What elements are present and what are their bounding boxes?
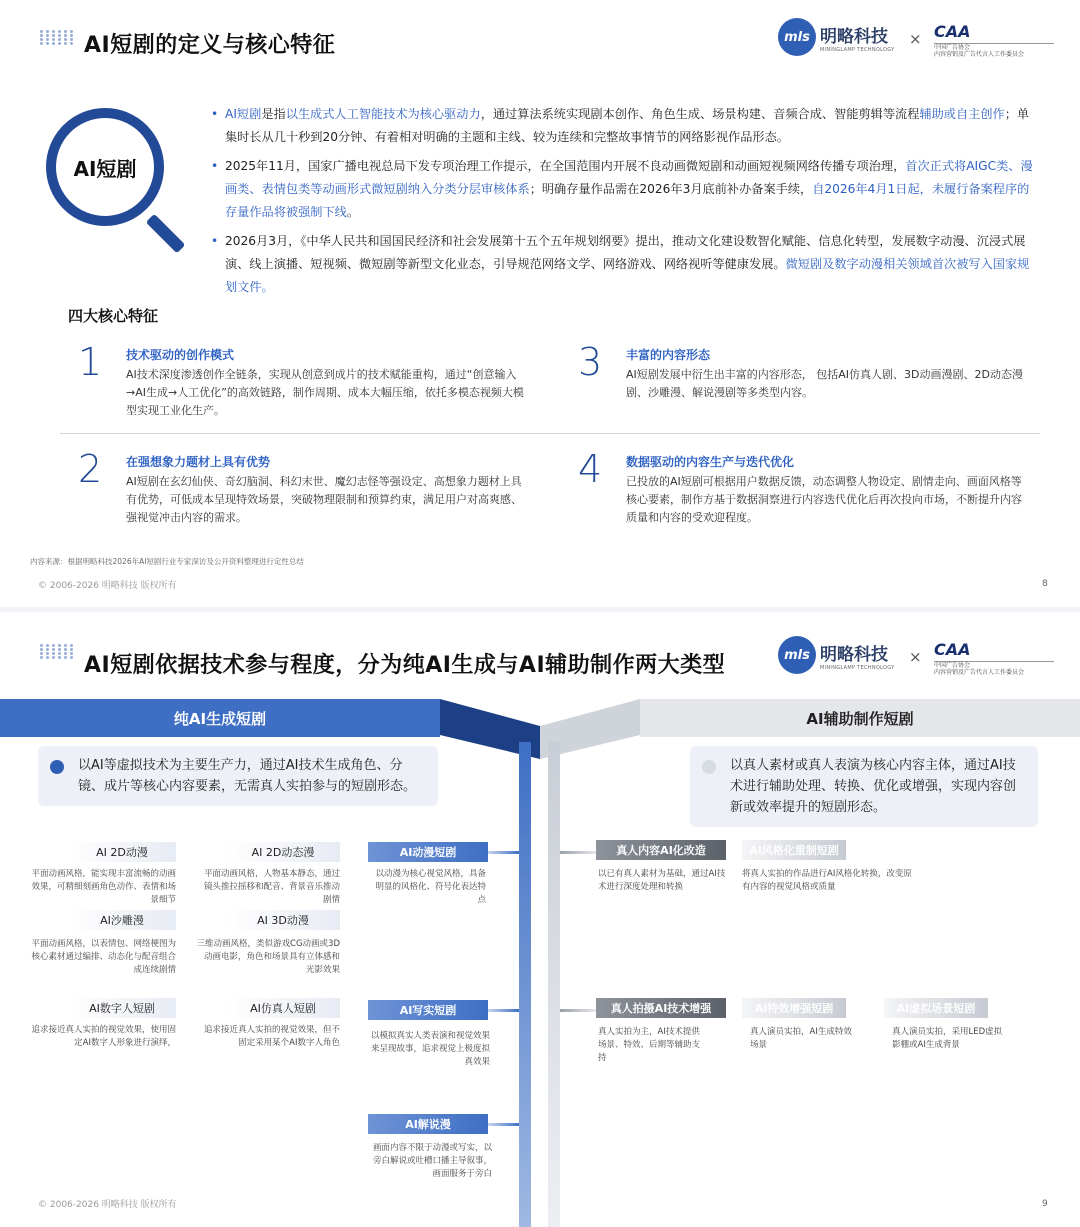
logo-en: MININGLAMP TECHNOLOGY xyxy=(820,664,895,671)
type-tag: AI风格化重制短剧 xyxy=(742,840,846,860)
mininglamp-logo-icon: mls xyxy=(778,636,816,674)
highlight-text: 首次正式将AIGC类、漫画类、表情包类等动画形式微短剧纳入分类分层审核体系 xyxy=(225,159,1033,196)
type-tag-highlight: AI写实短剧 xyxy=(368,1000,488,1020)
mininglamp-logo-icon: mls xyxy=(778,18,816,56)
type-tag-highlight: AI解说漫 xyxy=(368,1114,488,1134)
right-intro-box xyxy=(690,746,1038,827)
type-desc: 将真人实拍的作品进行AI风格化转换，改变原有内容的视觉风格或质量 xyxy=(742,869,912,892)
type-desc: 追求接近真人实拍的视觉效果，使用固定AI数字人形象进行演绎， xyxy=(31,1025,176,1048)
body-text: ；明确存量作品需在2026年3月底前补办备案手续， xyxy=(529,182,813,196)
copyright: © 2006-2026 明略科技 版权所有 xyxy=(38,581,177,591)
type-desc: 以模拟真实人类表演和视觉效果来呈现故事，追求视觉上极度拟真效果 xyxy=(370,1031,490,1067)
type-desc: 画面内容不限于动漫或写实，以旁白解说或吐槽口播主导叙事，画面服务于旁白 xyxy=(372,1143,492,1179)
type-tag-highlight: AI动漫短剧 xyxy=(368,842,488,862)
mininglamp-logo xyxy=(778,18,895,56)
caa-logo-icon: CAA xyxy=(934,22,971,41)
feature-body: AI短剧发展中衍生出丰富的内容形态， 包括AI仿真人剧、3D动画漫剧、2D动态漫剧、沙雕漫、解说漫剧等多类型内容。 xyxy=(626,368,1023,399)
connector-line xyxy=(560,851,596,854)
subcategory-tag: 真人内容AI化改造 xyxy=(596,840,726,860)
dots-decoration-icon xyxy=(40,30,75,45)
caa-logo-icon: CAA xyxy=(934,640,971,659)
feature-body: AI短剧在玄幻仙侠、奇幻脑洞、科幻末世、魔幻志怪等强设定、高想象力题材上具有优势，可低成本呈现特效场景，突破物理限制和预算约束，满足用户对高爽感、强视觉冲击内容的需求。 xyxy=(126,475,522,524)
page-title: AI短剧依据技术参与程度，分为纯AI生成与AI辅助制作两大类型 xyxy=(84,653,726,678)
left-category-band: 纯AI生成短剧 xyxy=(0,699,440,737)
type-desc: 平面动画风格，能实现丰富流畅的动画效果，可精细刻画角色动作、表情和场景细节 xyxy=(31,869,176,905)
type-tag: AI数字人短剧 xyxy=(68,998,176,1018)
divider xyxy=(60,433,1040,434)
caa-line2: 内容营销及广告代言人工作委员会 xyxy=(934,51,1025,58)
type-tag: AI 2D动漫 xyxy=(68,842,176,862)
type-tag: AI 3D动漫 xyxy=(226,910,340,930)
highlight-text: 微短剧及数字动漫相关领域首次被写入国家规划文件。 xyxy=(225,257,1030,294)
type-desc: 真人演员实拍，AI生成特效场景 xyxy=(750,1027,852,1050)
feature-body: AI技术深度渗透创作全链条，实现从创意到成片的技术赋能重构，通过“创意输入→AI生成→人工优化”的高效链路，制作周期、成本大幅压缩，依托多模态视频大模型实现工业化生产。 xyxy=(126,368,524,417)
feature-title: 数据驱动的内容生产与迭代优化 xyxy=(626,455,795,469)
feature-card-2 xyxy=(78,447,522,527)
type-desc: 以动漫为核心视觉风格，具备明显的风格化、符号化表达特点 xyxy=(375,869,486,905)
left-intro-text: 以AI等虚拟技术为主要生产力，通过AI技术生成角色、分镜、成片等核心内容要素，无需真人实拍参与的短剧形态。 xyxy=(78,758,417,794)
page-number: 8 xyxy=(1042,579,1048,589)
body-text: 是指 xyxy=(261,107,286,121)
type-desc: 真人演员实拍，采用LED虚拟影棚或AI生成背景 xyxy=(892,1027,1003,1050)
definition-bullet xyxy=(208,103,1038,149)
caa-line1: 中国广告协会 xyxy=(934,44,971,51)
caa-line1: 中国广告协会 xyxy=(934,662,971,669)
body-text: ，通过算法系统实现剧本创作、角色生成、场景构建、音频合成、智能剪辑等流程 xyxy=(480,107,920,121)
caa-line2: 内容营销及广告代言人工作委员会 xyxy=(934,669,1025,676)
bullet-dot-icon xyxy=(702,760,716,774)
highlight-text: 辅助或自主创作 xyxy=(919,107,1005,121)
section-title: 四大核心特征 xyxy=(68,307,159,325)
connector-line xyxy=(488,851,519,854)
feature-number: 2 xyxy=(78,447,103,491)
type-desc: 追求接近真人实拍的视觉效果，但不固定采用某个AI数字人角色 xyxy=(203,1025,340,1048)
feature-card-4 xyxy=(578,447,1022,527)
bullet-dot-icon xyxy=(50,760,64,774)
type-tag: AI沙雕漫 xyxy=(68,910,176,930)
feature-number: 3 xyxy=(578,340,603,384)
feature-card-3 xyxy=(578,340,1023,420)
left-intro-box xyxy=(38,746,438,806)
definition-bullets xyxy=(208,103,1038,305)
highlight-text: 以生成式人工智能技术为核心驱动力 xyxy=(285,107,481,121)
times-sign: × xyxy=(909,648,922,666)
type-desc: 平面动画风格，以表情包、网络梗图为核心素材通过编排、动态化与配音组合成连续剧情 xyxy=(31,939,176,975)
type-tag: AI仿真人短剧 xyxy=(226,998,340,1018)
feature-body: 已投放的AI短剧可根据用户数据反馈，动态调整人物设定、剧情走向、画面风格等核心要素，制作方基于数据洞察进行内容迭代优化后再次投向市场，不断提升内容质量和内容的受欢迎程度。 xyxy=(626,475,1022,524)
feature-number: 4 xyxy=(578,447,603,491)
right-category-band: AI辅助制作短剧 xyxy=(640,699,1080,737)
page-number: 9 xyxy=(1042,1199,1048,1209)
feature-title: 技术驱动的创作模式 xyxy=(126,348,235,362)
body-text: ；单集时长从几十秒到20分钟、有着相对明确的主题和主线、较为连续和完整故事情节的网络影视作品形态。 xyxy=(225,107,1030,144)
dots-decoration-icon xyxy=(40,644,75,659)
type-tag: AI 2D动态漫 xyxy=(226,842,340,862)
type-desc: 三维动画风格，类似游戏CG动画或3D动画电影，角色和场景具有立体感和光影效果 xyxy=(196,939,340,975)
slide-page-8 xyxy=(0,0,1080,608)
feature-card-1 xyxy=(78,340,524,420)
connector-line xyxy=(560,1009,596,1012)
logo-name: 明略科技 xyxy=(820,26,888,47)
caa-logo xyxy=(934,640,1054,676)
subcategory-tag: 真人拍摄AI技术增强 xyxy=(596,998,726,1018)
magnifier-icon xyxy=(46,108,196,248)
feature-number: 1 xyxy=(78,340,103,384)
times-sign: × xyxy=(909,30,922,48)
right-vertical-bar xyxy=(548,742,560,1227)
connector-line xyxy=(488,1123,519,1126)
caa-logo xyxy=(934,22,1054,58)
feature-title: 丰富的内容形态 xyxy=(626,348,711,362)
type-desc: 平面动画风格，人物基本静态，通过镜头推拉摇移和配音、背景音乐推动剧情 xyxy=(203,869,340,905)
body-text: 。 xyxy=(346,205,360,219)
definition-bullet xyxy=(208,230,1038,299)
connector-line xyxy=(488,1009,519,1012)
definition-bullet xyxy=(208,155,1038,224)
type-tag: AI特效增强短剧 xyxy=(742,998,846,1018)
body-text: 2026月3月，《中华人民共和国国民经济和社会发展第十五个五年规划纲要》提出，推动文化建设数智化赋能、信息化转型，发展数字动漫、沉浸式展演、线上演播、短视频、微短剧等新型文化业态，引导规范网络文学、网络游戏、网络视听等健康发展。 xyxy=(225,234,1026,271)
slide-page-9 xyxy=(0,612,1080,1227)
magnifier-label: AI短剧 xyxy=(73,156,137,181)
logo-en: MININGLAMP TECHNOLOGY xyxy=(820,46,895,53)
page-title: AI短剧的定义与核心特征 xyxy=(84,33,336,58)
feature-title: 在强想象力题材上具有优势 xyxy=(126,455,271,469)
left-vertical-bar xyxy=(519,742,531,1227)
body-text: 2025年11月，国家广播电视总局下发专项治理工作提示，在全国范围内开展不良动画微短剧和动画短视频网络传播专项治理， xyxy=(225,159,906,173)
mininglamp-logo xyxy=(778,636,895,674)
type-tag: AI虚拟场景短剧 xyxy=(884,998,988,1018)
highlight-text: AI短剧 xyxy=(225,107,262,121)
type-desc: 真人实拍为主，AI技术提供场景、特效、后期等辅助支持 xyxy=(598,1027,701,1063)
right-intro-text: 以真人素材或真人表演为核心内容主体，通过AI技术进行辅助处理、转换、优化或增强，实现内容创新或效率提升的短剧形态。 xyxy=(730,758,1017,815)
logo-name: 明略科技 xyxy=(820,644,888,665)
source-note: 内容来源：根据明略科技2026年AI短剧行业专家深访及公开资料整理进行定性总结 xyxy=(30,557,304,566)
type-desc: 以已有真人素材为基础，通过AI技术进行深度处理和转换 xyxy=(598,869,726,892)
copyright: © 2006-2026 明略科技 版权所有 xyxy=(38,1200,177,1210)
highlight-text: 自2026年4月1日起，未履行备案程序的存量作品将被强制下线 xyxy=(225,182,1030,219)
